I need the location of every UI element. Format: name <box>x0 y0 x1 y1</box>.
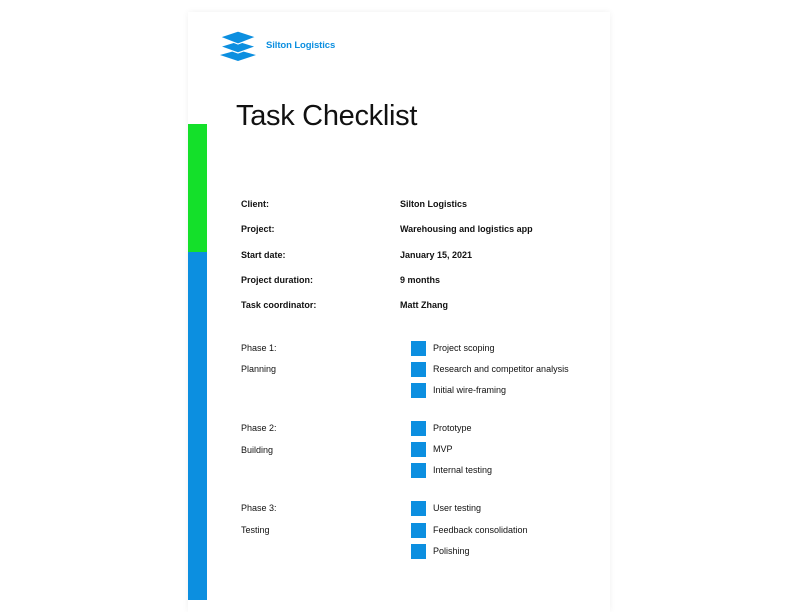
info-label: Project duration: <box>241 275 314 285</box>
checklist-item[interactable] <box>411 462 492 478</box>
brand-name: Silton Logistics <box>266 39 336 51</box>
accent-stripe-blue <box>188 252 207 600</box>
info-value: 9 months <box>400 275 441 285</box>
checkbox[interactable] <box>411 383 426 398</box>
stacked-layers-icon <box>218 28 258 62</box>
task-label: Feedback consolidation <box>433 525 528 535</box>
info-value: Warehousing and logistics app <box>400 224 533 234</box>
checkbox[interactable] <box>411 523 426 538</box>
checkbox[interactable] <box>411 544 426 559</box>
checklist-item[interactable] <box>411 361 569 377</box>
info-row-start-date <box>241 250 581 266</box>
info-label: Start date: <box>241 250 286 260</box>
task-label: Polishing <box>433 546 470 556</box>
phase-number: Phase 3: <box>241 503 277 513</box>
checklist-item[interactable] <box>411 522 528 538</box>
task-label: User testing <box>433 503 482 513</box>
info-row-duration <box>241 275 581 291</box>
info-value: Silton Logistics <box>400 199 468 209</box>
checkbox[interactable] <box>411 463 426 478</box>
checkbox[interactable] <box>411 341 426 356</box>
info-row-project <box>241 224 581 240</box>
checkbox[interactable] <box>411 421 426 436</box>
info-label: Client: <box>241 199 269 209</box>
checklist-item[interactable] <box>411 340 495 356</box>
checklist-item[interactable] <box>411 441 453 457</box>
info-row-client <box>241 199 581 215</box>
task-label: MVP <box>433 444 453 454</box>
info-label: Project: <box>241 224 275 234</box>
checklist-item[interactable] <box>411 382 506 398</box>
brand-logo <box>218 28 335 62</box>
accent-stripe-green <box>188 124 207 252</box>
info-value: January 15, 2021 <box>400 250 473 260</box>
checkbox[interactable] <box>411 442 426 457</box>
checklist-item[interactable] <box>411 420 472 436</box>
page-title: Task Checklist <box>236 100 418 132</box>
task-label: Project scoping <box>433 343 495 353</box>
info-row-coordinator <box>241 300 581 316</box>
phase-name: Testing <box>241 525 270 535</box>
info-label: Task coordinator: <box>241 300 317 310</box>
task-label: Initial wire-framing <box>433 385 507 395</box>
phase-number: Phase 1: <box>241 343 277 353</box>
phase-number: Phase 2: <box>241 423 277 433</box>
info-value: Matt Zhang <box>400 300 448 310</box>
checklist-item[interactable] <box>411 500 481 516</box>
task-label: Prototype <box>433 423 472 433</box>
task-label: Internal testing <box>433 465 493 475</box>
phase-name: Planning <box>241 364 277 374</box>
checkbox[interactable] <box>411 362 426 377</box>
phase-name: Building <box>241 445 274 455</box>
checkbox[interactable] <box>411 501 426 516</box>
checklist-item[interactable] <box>411 543 470 559</box>
task-label: Research and competitor analysis <box>433 364 569 374</box>
